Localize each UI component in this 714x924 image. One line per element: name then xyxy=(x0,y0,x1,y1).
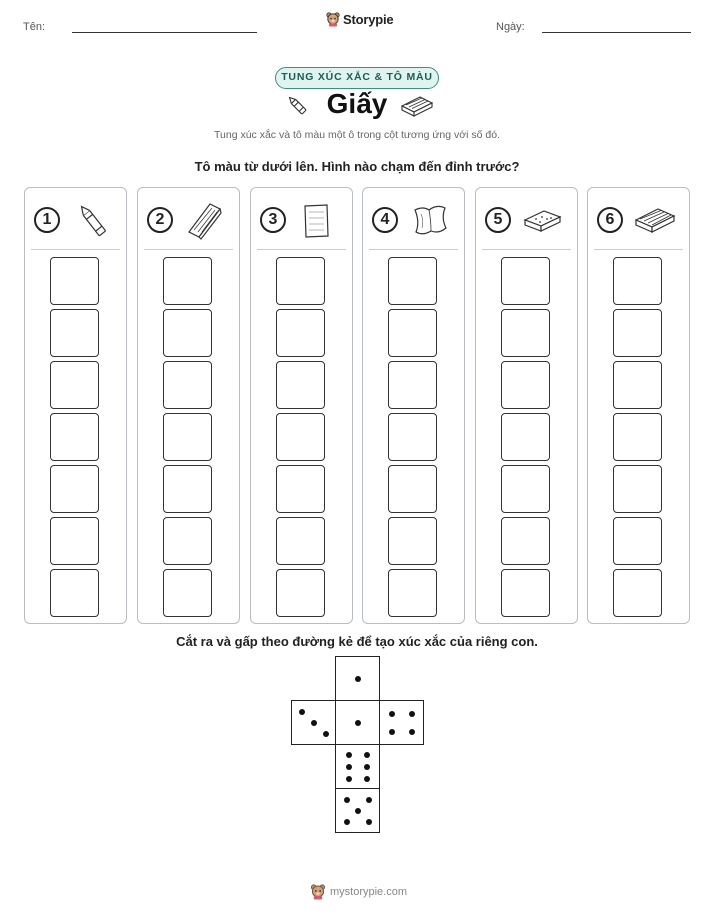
color-cell[interactable] xyxy=(276,413,325,461)
number-circle: 5 xyxy=(485,207,511,233)
die-pip xyxy=(389,711,395,717)
column-header xyxy=(476,188,577,250)
die-pip xyxy=(355,808,361,814)
die-pip xyxy=(364,764,370,770)
color-cell[interactable] xyxy=(613,257,662,305)
color-cell[interactable] xyxy=(501,309,550,357)
tissue-paper-icon xyxy=(409,200,451,240)
column-separator xyxy=(257,249,346,250)
column-separator xyxy=(482,249,571,250)
die-face xyxy=(379,700,424,745)
column-header xyxy=(251,188,352,250)
color-cell[interactable] xyxy=(276,257,325,305)
column-6 xyxy=(587,187,690,624)
color-cell[interactable] xyxy=(388,465,437,513)
die-pip xyxy=(355,720,361,726)
color-cell[interactable] xyxy=(163,257,212,305)
color-cell[interactable] xyxy=(388,257,437,305)
color-cell[interactable] xyxy=(163,517,212,565)
die-pip xyxy=(366,819,372,825)
color-cell[interactable] xyxy=(276,517,325,565)
die-pip xyxy=(344,797,350,803)
corrugated-cardboard-icon xyxy=(400,94,434,118)
activity-tag: TUNG XÚC XẮC & TÔ MÀU xyxy=(275,67,439,89)
die-pip xyxy=(346,764,352,770)
color-cell[interactable] xyxy=(50,517,99,565)
column-header xyxy=(363,188,464,250)
die-pip xyxy=(344,819,350,825)
name-line[interactable] xyxy=(72,32,257,33)
color-cell[interactable] xyxy=(50,361,99,409)
color-cell[interactable] xyxy=(501,413,550,461)
crayon-icon xyxy=(71,200,113,240)
color-cell[interactable] xyxy=(501,465,550,513)
logo-text: Storypie xyxy=(343,12,394,27)
color-cell[interactable] xyxy=(501,569,550,617)
sponge-block-icon xyxy=(522,200,564,240)
date-label: Ngày: xyxy=(496,21,525,33)
column-3 xyxy=(250,187,353,624)
column-2 xyxy=(137,187,240,624)
die-pip xyxy=(346,752,352,758)
die-pip xyxy=(311,720,317,726)
column-1 xyxy=(24,187,127,624)
column-header xyxy=(25,188,126,250)
column-separator xyxy=(594,249,683,250)
color-cell[interactable] xyxy=(276,465,325,513)
color-cell[interactable] xyxy=(276,361,325,409)
footer-url: mystorypie.com xyxy=(330,886,408,898)
die-pip xyxy=(409,711,415,717)
color-cell[interactable] xyxy=(388,569,437,617)
color-cell[interactable] xyxy=(276,309,325,357)
color-cell[interactable] xyxy=(50,413,99,461)
number-circle: 1 xyxy=(34,207,60,233)
column-header xyxy=(588,188,689,250)
color-cell[interactable] xyxy=(501,517,550,565)
bear-mascot-icon xyxy=(326,12,340,27)
column-header xyxy=(138,188,239,250)
color-cell[interactable] xyxy=(50,465,99,513)
die-pip xyxy=(409,729,415,735)
die-pip xyxy=(299,709,305,715)
number-circle: 3 xyxy=(260,207,286,233)
number-circle: 6 xyxy=(597,207,623,233)
footer xyxy=(310,884,407,900)
instruction-bottom: Cắt ra và gấp theo đường kẻ để tạo xúc xắc của riêng con. xyxy=(176,634,538,649)
name-label: Tên: xyxy=(23,21,46,33)
color-cell[interactable] xyxy=(613,465,662,513)
die-face xyxy=(335,744,380,789)
subtitle: Tung xúc xắc và tô màu một ô trong cột tương ứng với số đó. xyxy=(214,129,500,141)
die-pip xyxy=(389,729,395,735)
column-separator xyxy=(31,249,120,250)
color-cell[interactable] xyxy=(50,257,99,305)
die-pip xyxy=(355,676,361,682)
column-separator xyxy=(144,249,233,250)
color-cell[interactable] xyxy=(163,309,212,357)
die-pip xyxy=(323,731,329,737)
date-line[interactable] xyxy=(542,32,691,33)
die-pip xyxy=(346,776,352,782)
color-cell[interactable] xyxy=(388,517,437,565)
die-pip xyxy=(366,797,372,803)
number-circle: 4 xyxy=(372,207,398,233)
die-face xyxy=(335,700,380,745)
color-cell[interactable] xyxy=(50,569,99,617)
color-cell[interactable] xyxy=(613,361,662,409)
color-cell[interactable] xyxy=(613,517,662,565)
color-cell[interactable] xyxy=(163,465,212,513)
column-4 xyxy=(362,187,465,624)
color-cell[interactable] xyxy=(501,257,550,305)
color-cell[interactable] xyxy=(388,361,437,409)
cardboard-piece-icon xyxy=(184,200,226,240)
die-face xyxy=(335,656,380,701)
bear-mascot-icon xyxy=(310,884,326,900)
instruction-top: Tô màu từ dưới lên. Hình nào chạm đến đỉnh trước? xyxy=(194,159,520,174)
die-pip xyxy=(364,752,370,758)
die-face xyxy=(335,788,380,833)
page-title: Giấy xyxy=(326,88,388,119)
die-face xyxy=(291,700,336,745)
color-cell[interactable] xyxy=(613,569,662,617)
number-circle: 2 xyxy=(147,207,173,233)
color-cell[interactable] xyxy=(388,413,437,461)
color-cell[interactable] xyxy=(276,569,325,617)
column-5 xyxy=(475,187,578,624)
color-cell[interactable] xyxy=(163,413,212,461)
column-separator xyxy=(369,249,458,250)
color-cell[interactable] xyxy=(50,309,99,357)
color-cell[interactable] xyxy=(501,361,550,409)
color-cell[interactable] xyxy=(613,413,662,461)
color-cell[interactable] xyxy=(163,361,212,409)
color-cell[interactable] xyxy=(613,309,662,357)
color-cell[interactable] xyxy=(163,569,212,617)
die-pip xyxy=(364,776,370,782)
corrugated-cardboard-icon xyxy=(634,200,676,240)
paper-sheet-icon xyxy=(297,200,339,240)
storypie-logo xyxy=(326,12,393,27)
color-cell[interactable] xyxy=(388,309,437,357)
